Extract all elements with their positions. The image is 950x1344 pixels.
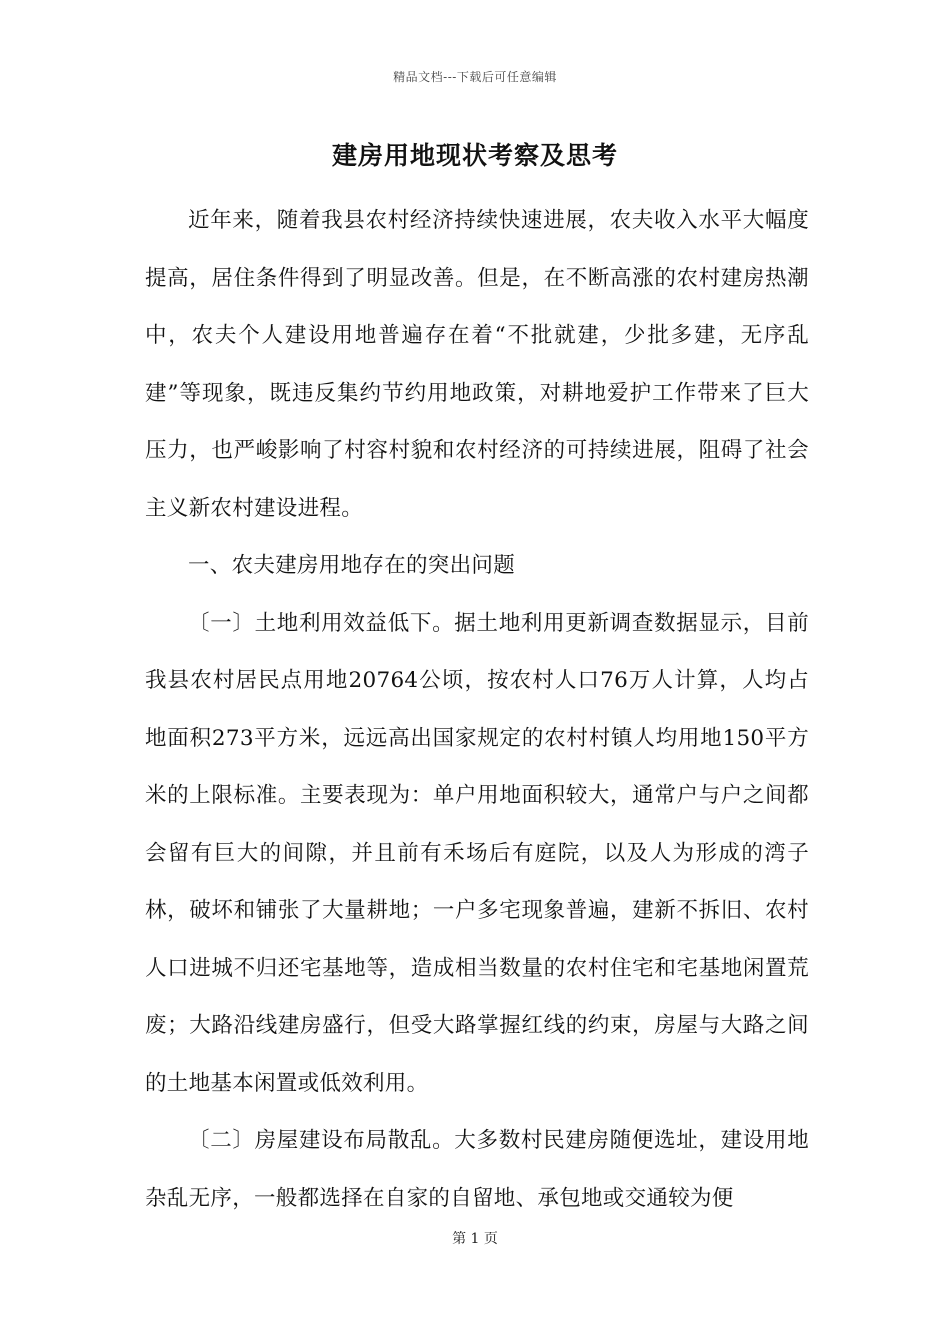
document-body [145, 192, 809, 1227]
header-note: 精品文档---下载后可任意编辑 [393, 70, 557, 84]
subsection-paragraph-1: 〔一〕土地利用效益低下。据土地利用更新调查数据显示，目前我县农村居民点用地20764公顷，按农村人口76万人计算，人均占地面积273平方米，远远高出国家规定的农村村镇人均用地150平方米的上限标准。主要表现为：单户用地面积较大，通常户与户之间都会留有巨大的间隙，并且前有禾场后有庭院，以及人为形成的湾子林，破坏和铺张了大量耕地；一户多宅现象普遍，建新不拆旧、农村人口进城不归还宅基地等，造成相当数量的农村住宅和宅基地闲置荒废；大路沿线建房盛行，但受大路掌握红线的约束，房屋与大路之间的土地基本闲置或低效利用。 [145, 610, 809, 1096]
subsection-paragraph-2: 〔二〕房屋建设布局散乱。大多数村民建房随便选址，建设用地杂乱无序，一般都选择在自家的自留地、承包地或交通较为便 [145, 1128, 809, 1211]
intro-paragraph: 近年来，随着我县农村经济持续快速进展，农夫收入水平大幅度提高，居住条件得到了明显改善。但是，在不断高涨的农村建房热潮中，农夫个人建设用地普遍存在着“不批就建，少批多建，无序乱建”等现象，既违反集约节约用地政策，对耕地爱护工作带来了巨大压力，也严峻影响了村容村貌和农村经济的可持续进展，阻碍了社会主义新农村建设进程。 [145, 208, 809, 521]
document-title: 建房用地现状考察及思考 [331, 141, 618, 170]
section-heading: 一、农夫建房用地存在的突出问题 [188, 553, 516, 578]
page-number: 第 1 页 [452, 1231, 498, 1247]
